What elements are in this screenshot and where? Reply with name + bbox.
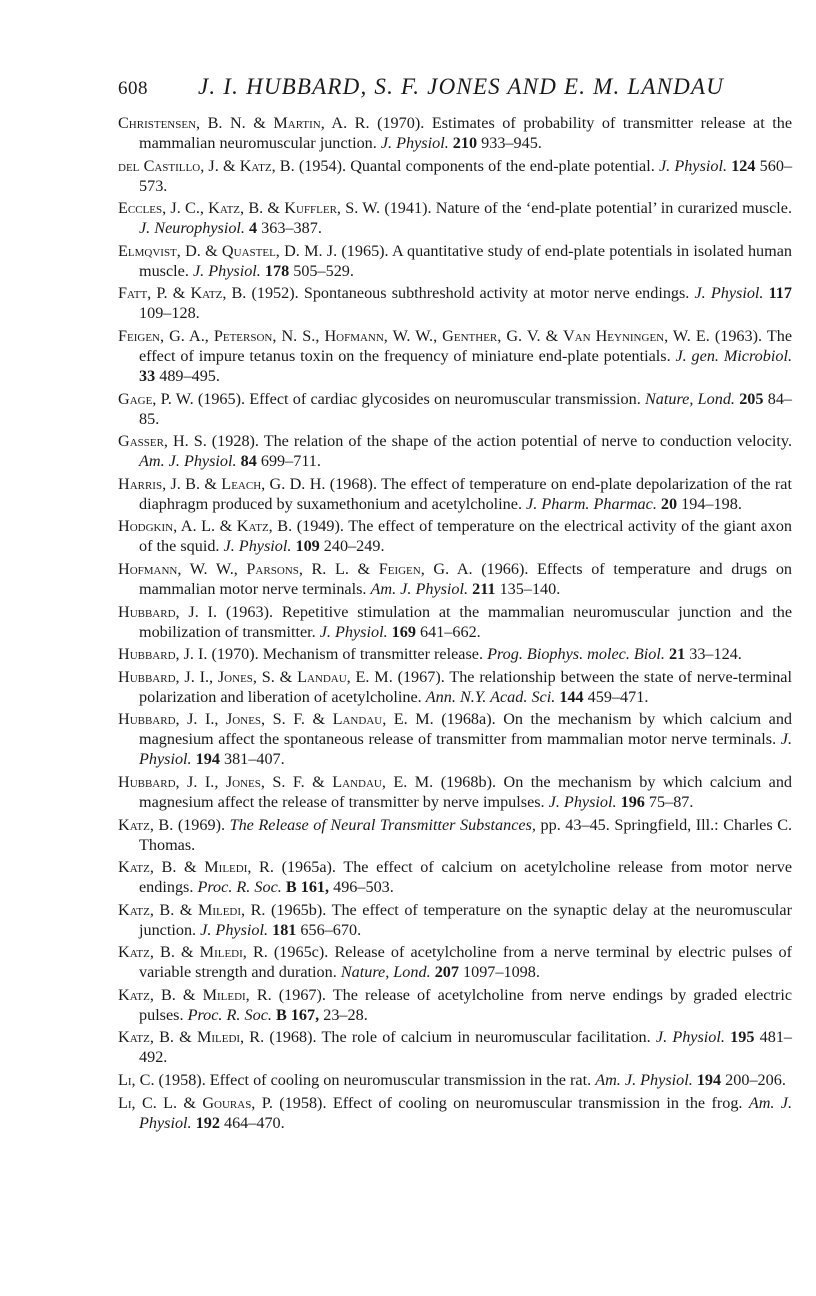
reference-authors: Katz, B. & Miledi, R.: [118, 1028, 265, 1047]
reference-year: (1965a).: [281, 858, 336, 877]
reference-item: [118, 709, 792, 769]
reference-volume: 207: [434, 963, 459, 982]
reference-pages: 699–711.: [260, 452, 321, 471]
reference-title: Release of acetylcholine from a nerve terminal by electric pulses of variable strength and duration.: [139, 943, 793, 982]
reference-year: (1969).: [177, 815, 226, 834]
reference-authors: Hubbard, J. I., Jones, S. & Landau, E. M.: [118, 667, 393, 686]
reference-authors: del Castillo, J. & Katz, B.: [118, 156, 295, 175]
reference-pages: 641–662.: [420, 622, 481, 641]
reference-pages: 200–206.: [725, 1071, 786, 1090]
reference-title: Quantal components of the end-plate potential.: [350, 156, 655, 175]
reference-title: Repetitive stimulation at the mammalian neuromuscular junction and the mobilization of transmitter.: [139, 602, 793, 641]
reference-item: [118, 857, 792, 897]
reference-title: The relation of the shape of the action potential of nerve to conduction velocity.: [263, 432, 793, 451]
reference-item: [118, 156, 792, 196]
running-title: J. I. HUBBARD, S. F. JONES AND E. M. LANDAU: [198, 74, 725, 99]
reference-pages: pp. 43–45. Springfield, Ill.: Charles C. Thomas.: [139, 815, 793, 854]
reference-pages: 381–407.: [223, 750, 285, 769]
reference-journal: J. Neurophysiol.: [139, 219, 245, 238]
reference-journal: J. Physiol.: [694, 284, 764, 303]
reference-journal: Nature, Lond.: [644, 389, 735, 408]
reference-item: [118, 431, 792, 471]
reference-authors: Katz, B.: [118, 815, 174, 834]
reference-item: [118, 900, 792, 940]
reference-volume: 21: [669, 645, 686, 664]
reference-journal: The Release of Neural Transmitter Substances,: [229, 815, 536, 834]
reference-journal: J. Physiol.: [548, 792, 617, 811]
reference-item: [118, 1027, 792, 1067]
reference-volume: B 161,: [285, 878, 330, 897]
reference-authors: Katz, B. & Miledi, R.: [118, 985, 272, 1004]
reference-volume: 192: [195, 1113, 220, 1132]
reference-year: (1941).: [384, 199, 432, 218]
reference-item: [118, 516, 792, 556]
reference-year: (1963).: [714, 326, 763, 345]
reference-title: Nature of the ‘end-plate potential’ in curarized muscle.: [435, 199, 793, 218]
reference-volume: 178: [264, 261, 290, 280]
reference-title: On the mechanism by which calcium and magnesium affect the release of transmitter by nerve impulses.: [139, 772, 793, 811]
reference-volume: 169: [391, 622, 416, 641]
reference-authors: Hubbard, J. I., Jones, S. F. & Landau, E. M.: [118, 710, 434, 729]
reference-pages: 496–503.: [333, 878, 394, 897]
reference-pages: 459–471.: [587, 687, 649, 706]
reference-journal: J. Physiol.: [192, 261, 261, 280]
reference-pages: 656–670.: [300, 920, 362, 939]
reference-title: The effect of impure tetanus toxin on the frequency of miniature end-plate potentials.: [139, 326, 793, 365]
reference-year: (1949).: [296, 517, 344, 536]
reference-authors: Hubbard, J. I.: [118, 645, 208, 664]
reference-year: (1968).: [329, 474, 377, 493]
reference-item: [118, 283, 792, 323]
reference-pages: 464–470.: [223, 1113, 285, 1132]
reference-item: [118, 815, 792, 855]
reference-title: Effect of cooling on neuromuscular transmission in the rat.: [209, 1071, 592, 1090]
reference-title: Effects of temperature and drugs on mammalian motor nerve terminals.: [139, 559, 793, 598]
reference-year: (1928).: [211, 432, 259, 451]
reference-year: (1967).: [278, 985, 326, 1004]
reference-year: (1965).: [341, 241, 389, 260]
reference-year: (1967).: [397, 667, 445, 686]
reference-journal: J. gen. Microbiol.: [675, 346, 793, 365]
reference-authors: Katz, B. & Miledi, R.: [118, 900, 266, 919]
reference-pages: 33–124.: [689, 645, 742, 664]
reference-authors: Hubbard, J. I., Jones, S. F. & Landau, E. M.: [118, 772, 434, 791]
reference-authors: Fatt, P. & Katz, B.: [118, 284, 247, 303]
reference-volume: 195: [730, 1028, 755, 1047]
reference-journal: J. Physiol.: [658, 156, 728, 175]
reference-journal: J. Physiol.: [380, 134, 449, 152]
reference-title: Effect of cooling on neuromuscular transmission in the frog.: [332, 1093, 743, 1112]
reference-pages: 23–28.: [323, 1005, 368, 1024]
reference-authors: Gage, P. W.: [118, 389, 194, 408]
reference-volume: 4: [249, 219, 258, 238]
reference-journal: Am. J. Physiol.: [139, 1093, 793, 1132]
reference-authors: Li, C. L. & Gouras, P.: [118, 1093, 273, 1112]
reference-title: The role of calcium in neuromuscular facilitation.: [321, 1028, 651, 1047]
reference-pages: 135–140.: [499, 579, 561, 598]
reference-volume: 117: [768, 284, 792, 303]
reference-year: (1958).: [158, 1071, 206, 1090]
reference-year: (1965c).: [273, 943, 329, 962]
reference-pages: 933–945.: [481, 134, 542, 152]
reference-authors: Li, C.: [118, 1071, 155, 1090]
reference-item: [118, 1093, 792, 1133]
reference-journal: J. Pharm. Pharmac.: [526, 494, 657, 513]
reference-journal: Am. J. Physiol.: [370, 579, 469, 598]
reference-pages: 1097–1098.: [463, 963, 540, 982]
reference-title: The relationship between the state of nerve-terminal polarization and liberation of acetylcholine.: [139, 667, 792, 706]
reference-pages: 240–249.: [323, 537, 385, 556]
reference-volume: B 167,: [275, 1005, 320, 1024]
reference-year: (1963).: [225, 602, 274, 621]
reference-title: Mechanism of transmitter release.: [262, 645, 484, 664]
reference-item: [118, 667, 792, 707]
reference-year: (1970).: [211, 645, 259, 664]
reference-year: (1965).: [197, 389, 246, 408]
reference-volume: 196: [620, 792, 645, 811]
reference-volume: 194: [195, 750, 220, 769]
reference-authors: Katz, B. & Miledi, R.: [118, 858, 274, 877]
reference-journal: J. Physiol.: [223, 537, 292, 556]
reference-authors: Gasser, H. S.: [118, 432, 207, 451]
reference-title: The release of acetylcholine from nerve endings by graded electric pulses.: [139, 985, 793, 1024]
reference-title: A quantitative study of end-plate potentials in isolated human muscle.: [139, 241, 793, 280]
reference-title: The effect of temperature on end-plate depolarization of the rat diaphragm produced by suxamethonium and acetylcholine.: [139, 474, 792, 513]
reference-authors: Eccles, J. C., Katz, B. & Kuffler, S. W.: [118, 199, 381, 218]
reference-title: The effect of temperature on the electrical activity of the giant axon of the squid.: [139, 517, 793, 556]
reference-pages: 560–573.: [139, 156, 793, 195]
reference-year: (1958).: [279, 1093, 327, 1112]
reference-authors: Christensen, B. N. & Martin, A. R.: [118, 114, 370, 132]
reference-journal: Proc. R. Soc.: [187, 1005, 272, 1024]
reference-volume: 124: [731, 156, 756, 175]
page-number: 608: [118, 78, 148, 99]
reference-year: (1966).: [481, 559, 529, 578]
reference-volume: 205: [739, 389, 764, 408]
reference-volume: 211: [472, 579, 496, 598]
reference-authors: Hofmann, W. W., Parsons, R. L. & Feigen, G. A.: [118, 559, 473, 578]
reference-pages: 363–387.: [261, 219, 322, 238]
reference-journal: Am. J. Physiol.: [139, 452, 237, 471]
reference-year: (1968b).: [440, 772, 497, 791]
reference-item: [118, 326, 792, 386]
reference-pages: 194–198.: [681, 494, 742, 513]
reference-title: Estimates of probability of transmitter release at the mammalian neuromuscular junction.: [139, 114, 793, 152]
reference-item: [118, 942, 792, 982]
reference-year: (1968a).: [441, 710, 496, 729]
reference-year: (1968).: [269, 1028, 317, 1047]
reference-title: Spontaneous subthreshold activity at motor nerve endings.: [303, 284, 690, 303]
reference-journal: Ann. N.Y. Acad. Sci.: [425, 687, 556, 706]
reference-pages: 505–529.: [293, 261, 354, 280]
reference-volume: 109: [295, 537, 320, 556]
reference-item: [118, 559, 792, 599]
reference-volume: 33: [139, 366, 156, 385]
reference-item: [118, 113, 792, 153]
reference-item: [118, 241, 792, 281]
reference-journal: J. Physiol.: [655, 1028, 725, 1047]
reference-item: [118, 198, 792, 238]
reference-pages: 489–495.: [159, 366, 220, 385]
reference-title: The effect of temperature on the synaptic delay at the neuromuscular junction.: [139, 900, 793, 939]
reference-item: [118, 1070, 792, 1090]
reference-pages: 109–128.: [139, 304, 200, 323]
reference-volume: 84: [240, 452, 257, 471]
reference-year: (1965b).: [271, 900, 327, 919]
reference-item: [118, 772, 792, 812]
reference-journal: Am. J. Physiol.: [595, 1071, 693, 1090]
reference-journal: Prog. Biophys. molec. Biol.: [487, 645, 665, 664]
reference-title: Effect of cardiac glycosides on neuromuscular transmission.: [249, 389, 641, 408]
reference-authors: Harris, J. B. & Leach, G. D. H.: [118, 474, 326, 493]
reference-volume: 210: [452, 134, 478, 152]
running-header: [118, 74, 738, 108]
reference-item: [118, 474, 792, 514]
reference-year: (1952).: [251, 284, 299, 303]
reference-journal: J. Physiol.: [139, 730, 792, 769]
reference-item: [118, 985, 792, 1025]
reference-journal: J. Physiol.: [200, 920, 269, 939]
reference-volume: 20: [660, 494, 678, 513]
reference-year: (1954).: [298, 156, 347, 175]
reference-journal: Nature, Lond.: [340, 963, 431, 982]
reference-item: [118, 602, 792, 642]
reference-journal: J. Physiol.: [319, 622, 388, 641]
reference-volume: 194: [696, 1071, 722, 1090]
reference-pages: 481–492.: [139, 1028, 792, 1067]
reference-list: [118, 113, 792, 1135]
reference-title: On the mechanism by which calcium and magnesium affect the spontaneous release of transmitter from mammalian motor nerve terminals.: [139, 710, 793, 749]
reference-authors: Katz, B. & Miledi, R.: [118, 943, 268, 962]
reference-volume: 144: [559, 687, 584, 706]
reference-pages: 75–87.: [648, 792, 694, 811]
reference-authors: Elmqvist, D. & Quastel, D. M. J.: [118, 241, 338, 260]
reference-pages: 84–85.: [139, 389, 792, 428]
reference-year: (1970).: [377, 114, 425, 132]
reference-item: [118, 389, 792, 429]
reference-item: [118, 644, 792, 664]
reference-title: The effect of calcium on acetylcholine release from motor nerve endings.: [139, 858, 793, 897]
reference-authors: Feigen, G. A., Peterson, N. S., Hofmann, W. W., Genther, G. V. & Van Heyningen, W. E.: [118, 326, 710, 345]
reference-journal: Proc. R. Soc.: [197, 878, 282, 897]
reference-authors: Hodgkin, A. L. & Katz, B.: [118, 517, 293, 536]
reference-authors: Hubbard, J. I.: [118, 602, 217, 621]
reference-volume: 181: [272, 920, 297, 939]
